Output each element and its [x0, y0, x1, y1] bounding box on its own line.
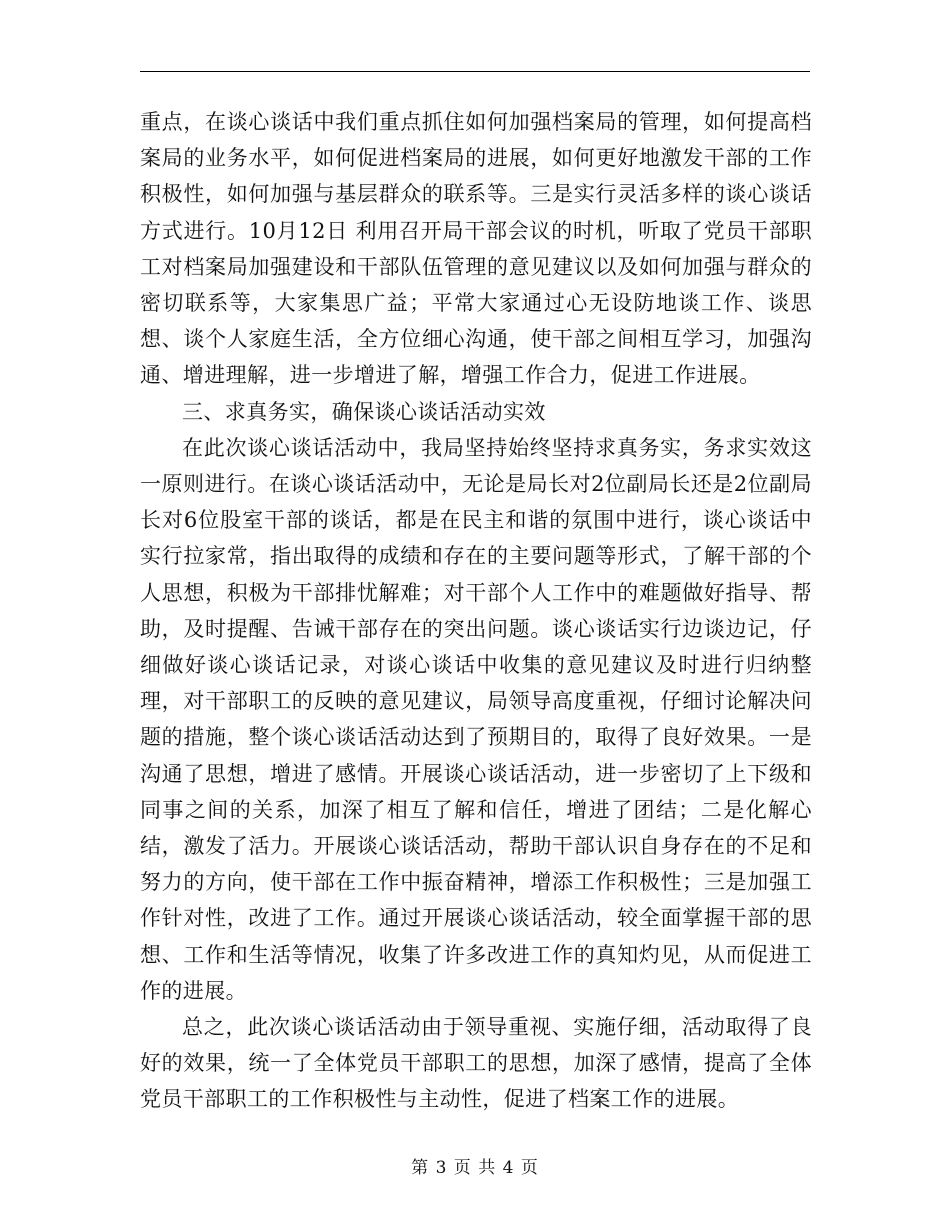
- header-rule: [140, 71, 810, 72]
- section-heading: 三、求真务实，确保谈心谈话活动实效: [182, 399, 546, 424]
- document-body: [140, 104, 812, 1118]
- page-number-footer: 第 3 页 共 4 页: [411, 1158, 539, 1178]
- paragraph-body: 在此次谈心谈话活动中，我局坚持始终坚持求真务实，务求实效这一原则进行。在谈心谈话活动中，无论是局长对2位副局长还是2位副局长对6位股室干部的谈话，都是在民主和谐的氛围中进行，谈心谈话中实行拉家常，指出取得的成绩和存在的主要问题等形式，了解干部的个人思想，积极为干部排忧解难；对干部个人工作中的难题做好指导、帮助，及时提醒、告诫干部存在的突出问题。谈心谈话实行边谈边记，仔细做好谈心谈话记录，对谈心谈话中收集的意见建议及时进行归纳整理，对干部职工的反映的意见建议，局领导高度重视，仔细讨论解决问题的措施，整个谈心谈话活动达到了预期目的，取得了良好效果。一是沟通了思想，增进了感情。开展谈心谈话活动，进一步密切了上下级和同事之间的关系，加深了相互了解和信任，增进了团结；二是化解心结，激发了活力。开展谈心谈话活动，帮助干部认识自身存在的不足和努力的方向，使干部在工作中振奋精神，增添工作积极性；三是加强工作针对性，改进了工作。通过开展谈心谈话活动，较全面掌握干部的思想、工作和生活等情况，收集了许多改进工作的真知灼见，从而促进工作的进展。: [140, 435, 812, 1003]
- paragraph-continuation: 重点，在谈心谈话中我们重点抓住如何加强档案局的管理，如何提高档案局的业务水平，如何促进档案局的进展，如何更好地激发干部的工作积极性，如何加强与基层群众的联系等。三是实行灵活多样的谈心谈话方式进行。10月12日 利用召开局干部会议的时机，听取了党员干部职工对档案局加强建设和干部队伍管理的意见建议以及如何加强与群众的密切联系等，大家集思广益；平常大家通过心无设防地谈工作、谈思想、谈个人家庭生活，全方位细心沟通，使干部之间相互学习，加强沟通、增进理解，进一步增进了解，增强工作合力，促进工作进展。: [140, 110, 812, 388]
- paragraph-conclusion: 总之，此次谈心谈话活动由于领导重视、实施仔细，活动取得了良好的效果，统一了全体党员干部职工的思想，加深了感情，提高了全体党员干部职工的工作积极性与主动性，促进了档案工作的进展。: [140, 1015, 812, 1112]
